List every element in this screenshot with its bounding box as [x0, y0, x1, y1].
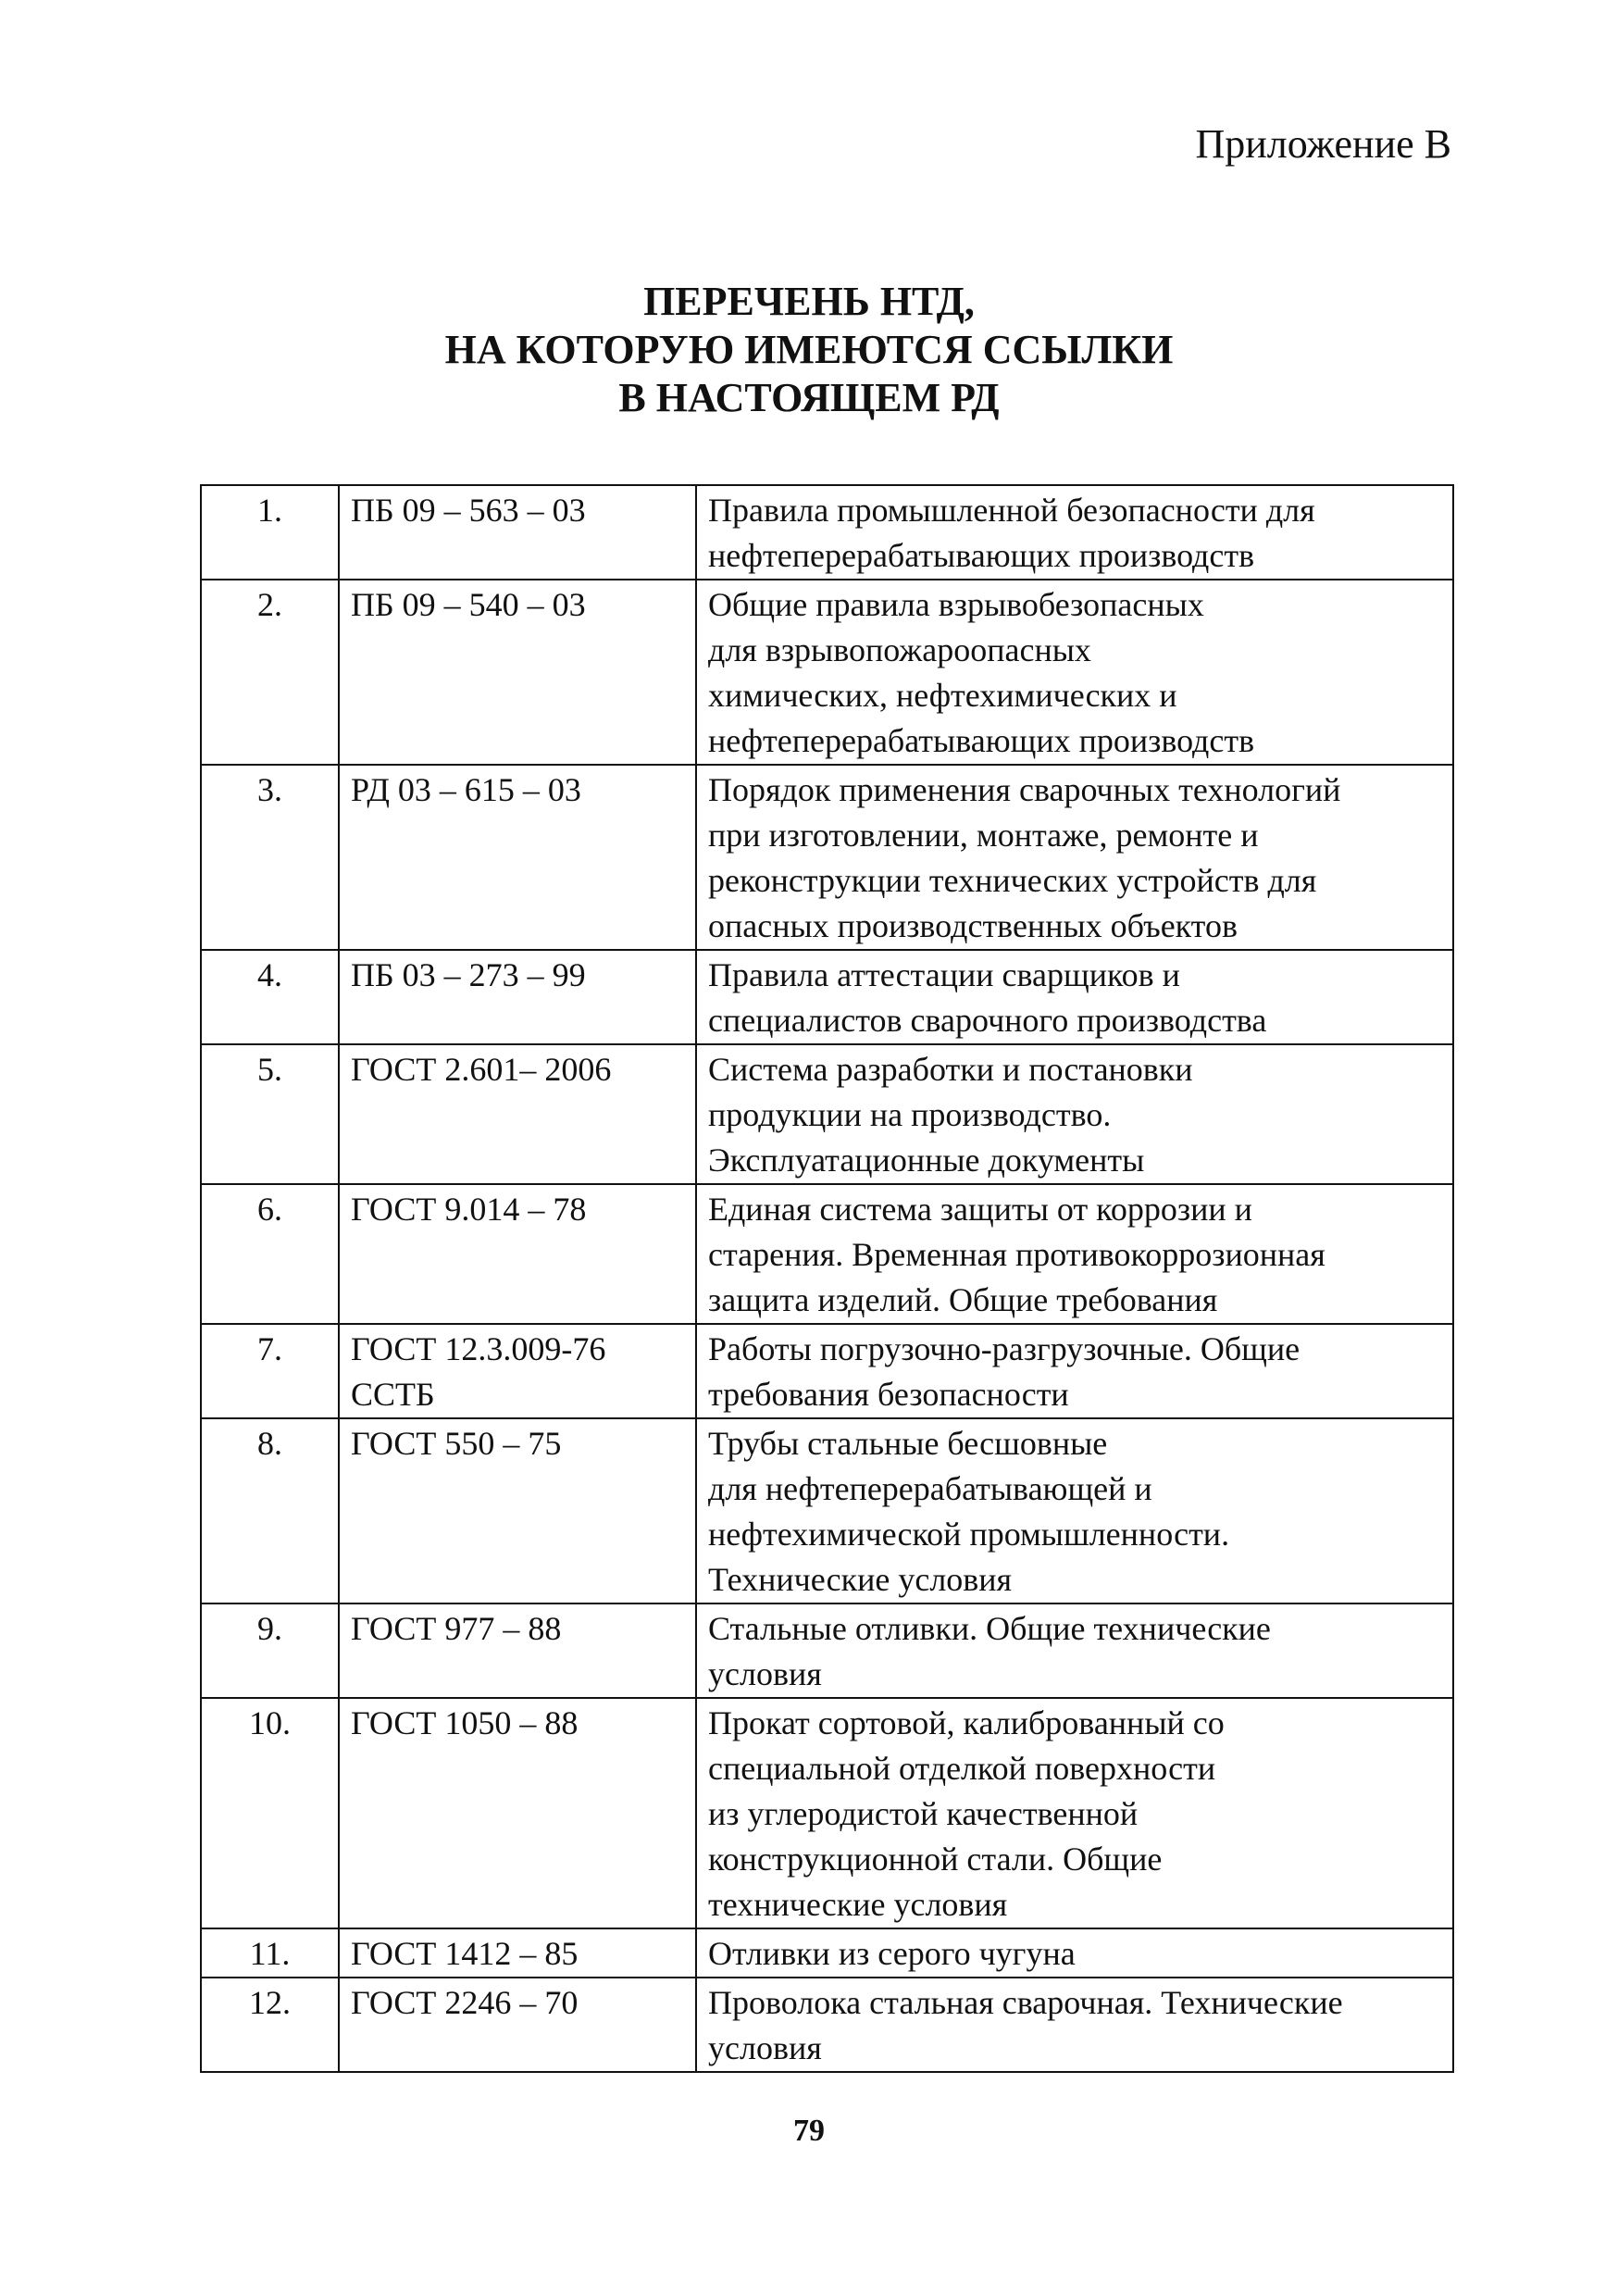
- document-code-line: ГОСТ 550 – 75: [351, 1425, 562, 1462]
- table-row: [201, 580, 1453, 765]
- document-code-line: ГОСТ 1050 – 88: [351, 1704, 579, 1741]
- document-title-line: Общие правила взрывобезопасных: [708, 586, 1204, 623]
- document-title-line: реконструкции технических устройств для: [708, 862, 1317, 899]
- document-title-line: Система разработки и постановки: [708, 1051, 1193, 1088]
- document-title-cell: [696, 1603, 1453, 1698]
- document-title-line: опасных производственных объектов: [708, 907, 1238, 944]
- document-code: [339, 485, 696, 580]
- document-title-line: химических, нефтехимических и: [708, 677, 1177, 714]
- regulations-table: [200, 484, 1454, 2073]
- table-row: [201, 1978, 1453, 2072]
- row-number: 6.: [201, 1184, 339, 1324]
- document-title-line: специалистов сварочного производства: [708, 1002, 1267, 1039]
- title-line: НА КОТОРУЮ ИМЕЮТСЯ ССЫЛКИ: [444, 327, 1174, 372]
- document-title-cell: [696, 580, 1453, 765]
- row-number: 7.: [201, 1324, 339, 1418]
- row-number: 2.: [201, 580, 339, 765]
- document-title: [0, 278, 1618, 422]
- row-number: 8.: [201, 1418, 339, 1603]
- document-title-line: Технические условия: [708, 1561, 1013, 1598]
- row-number: 4.: [201, 950, 339, 1044]
- document-title-cell: [696, 1928, 1453, 1978]
- document-title-line: Работы погрузочно-разгрузочные. Общие: [708, 1330, 1301, 1367]
- document-title-line: конструкционной стали. Общие: [708, 1841, 1163, 1878]
- document-title-cell: [696, 485, 1453, 580]
- row-number: 3.: [201, 765, 339, 950]
- document-title-line: Трубы стальные бесшовные: [708, 1425, 1108, 1462]
- document-title-line: Отливки из серого чугуна: [708, 1935, 1076, 1972]
- document-title-line: продукции на производство.: [708, 1096, 1112, 1133]
- document-title-line: условия: [708, 2029, 822, 2066]
- document-title-cell: [696, 765, 1453, 950]
- document-title-line: требования безопасности: [708, 1376, 1069, 1413]
- document-code-line: РД 03 – 615 – 03: [351, 771, 581, 808]
- document-title-line: Единая система защиты от коррозии и: [708, 1191, 1252, 1228]
- document-title-line: Правила промышленной безопасности для: [708, 492, 1315, 529]
- document-code-line: ГОСТ 2246 – 70: [351, 1984, 579, 2021]
- document-code: [339, 765, 696, 950]
- document-code-line: ГОСТ 977 – 88: [351, 1610, 562, 1647]
- table-row: [201, 1603, 1453, 1698]
- table-row: [201, 1184, 1453, 1324]
- title-line: ПЕРЕЧЕНЬ НТД,: [643, 279, 975, 324]
- page-number: 79: [793, 2114, 825, 2148]
- table-row: [201, 1044, 1453, 1184]
- row-number: 9.: [201, 1603, 339, 1698]
- row-number: 12.: [201, 1978, 339, 2072]
- document-code: [339, 1928, 696, 1978]
- document-title-cell: [696, 950, 1453, 1044]
- table-row: [201, 765, 1453, 950]
- document-code: [339, 580, 696, 765]
- document-title-line: Порядок применения сварочных технологий: [708, 771, 1341, 808]
- table-row: [201, 485, 1453, 580]
- document-title-cell: [696, 1418, 1453, 1603]
- document-code-line: ПБ 03 – 273 – 99: [351, 956, 586, 993]
- document-title-line: из углеродистой качественной: [708, 1795, 1139, 1832]
- document-code: [339, 1603, 696, 1698]
- document-title-line: Стальные отливки. Общие технические: [708, 1610, 1271, 1647]
- appendix-label: Приложение В: [1195, 121, 1451, 167]
- table-row: [201, 1418, 1453, 1603]
- document-title-cell: [696, 1324, 1453, 1418]
- document-title-cell: [696, 1044, 1453, 1184]
- regulations-table-body: [201, 485, 1453, 2072]
- document-title-cell: [696, 1698, 1453, 1928]
- row-number: 5.: [201, 1044, 339, 1184]
- table-row: [201, 1698, 1453, 1928]
- document-title-line: Эксплуатационные документы: [708, 1142, 1145, 1179]
- document-code-line: ПБ 09 – 540 – 03: [351, 586, 586, 623]
- row-number: 11.: [201, 1928, 339, 1978]
- document-code-line: ГОСТ 9.014 – 78: [351, 1191, 587, 1228]
- document-code: [339, 950, 696, 1044]
- row-number: 1.: [201, 485, 339, 580]
- document-code: [339, 1418, 696, 1603]
- document-title-line: условия: [708, 1655, 822, 1692]
- document-code: [339, 1978, 696, 2072]
- document-title-line: нефтеперерабатывающих производств: [708, 722, 1255, 759]
- document-code: [339, 1698, 696, 1928]
- document-code: [339, 1324, 696, 1418]
- document-title-cell: [696, 1978, 1453, 2072]
- document-title-cell: [696, 1184, 1453, 1324]
- document-title-line: защита изделий. Общие требования: [708, 1281, 1218, 1318]
- document-code: [339, 1044, 696, 1184]
- document-title-line: для взрывопожароопасных: [708, 631, 1091, 668]
- document-code-line: ССТБ: [351, 1376, 435, 1413]
- document-title-line: нефтеперерабатывающих производств: [708, 537, 1255, 574]
- row-number: 10.: [201, 1698, 339, 1928]
- document-title-line: технические условия: [708, 1886, 1008, 1923]
- document-code-line: ГОСТ 12.3.009-76: [351, 1330, 606, 1367]
- title-line: В НАСТОЯЩЕМ РД: [618, 375, 1000, 420]
- document-title-line: Проволока стальная сварочная. Технические: [708, 1984, 1343, 2021]
- document-title-line: для нефтеперерабатывающей и: [708, 1470, 1152, 1507]
- table-row: [201, 1324, 1453, 1418]
- document-title-line: при изготовлении, монтаже, ремонте и: [708, 817, 1259, 854]
- document-code-line: ГОСТ 2.601– 2006: [351, 1051, 612, 1088]
- document-code-line: ГОСТ 1412 – 85: [351, 1935, 579, 1972]
- document-title-line: нефтехимической промышленности.: [708, 1516, 1230, 1553]
- document-title-line: специальной отделкой поверхности: [708, 1750, 1216, 1787]
- document-title-line: Правила аттестации сварщиков и: [708, 956, 1180, 993]
- document-title-line: старения. Временная противокоррозионная: [708, 1236, 1326, 1273]
- document-code: [339, 1184, 696, 1324]
- table-row: [201, 1928, 1453, 1978]
- table-row: [201, 950, 1453, 1044]
- document-title-line: Прокат сортовой, калиброванный со: [708, 1704, 1225, 1741]
- document-code-line: ПБ 09 – 563 – 03: [351, 492, 586, 529]
